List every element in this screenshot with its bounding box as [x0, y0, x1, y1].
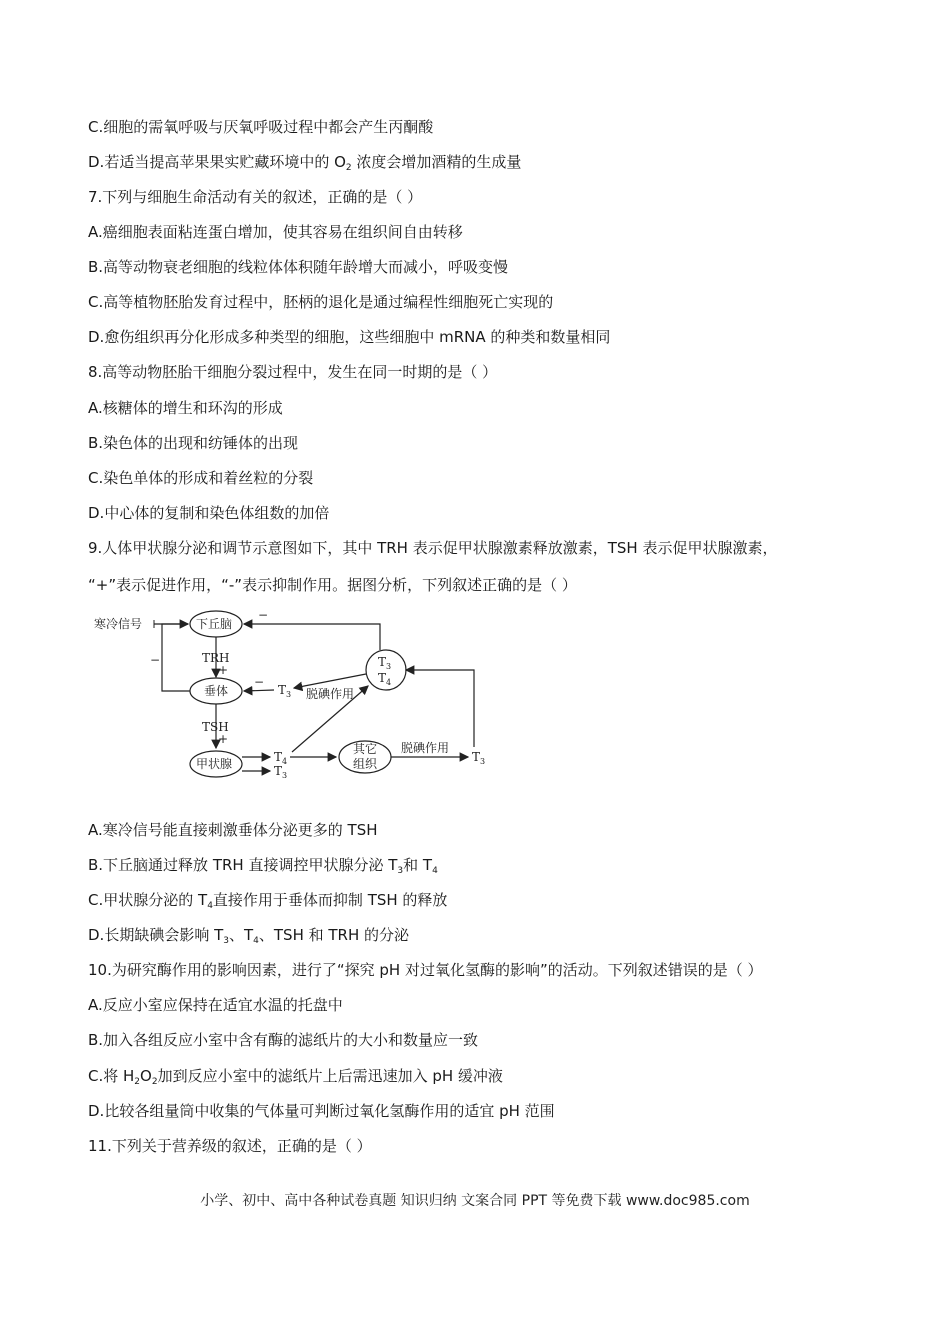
q7-stem: 7.下列与细胞生命活动有关的叙述，正确的是（ ） [88, 188, 423, 206]
q9-stem-line2: “+”表示促进作用，“-”表示抑制作用。据图分析，下列叙述正确的是（ ） [88, 576, 577, 594]
circle-deiodination-label: 脱碘作用 [306, 687, 355, 701]
q7-option-c: C.高等植物胚胎发育过程中，胚柄的退化是通过编程性细胞死亡实现的 [88, 293, 554, 311]
other-tissue-deiodination-label: 脱碘作用 [401, 741, 450, 755]
q10-option-c: C.将 $H_2O_2$加到反应小室中的滤纸片上后需迅速加入 pH 缓冲液 [88, 1067, 503, 1087]
tsh-plus: + [218, 732, 229, 746]
q10-option-d: D.比较各组量筒中收集的气体量可判断过氧化氢酶作用的适宜 pH 范围 [88, 1102, 555, 1120]
q8-option-c: C.染色单体的形成和着丝粒的分裂 [88, 469, 314, 487]
q9-option-c: C.甲状腺分泌的 $T_4$直接作用于垂体而抑制 TSH 的释放 [88, 891, 448, 911]
pituitary-label: 垂体 [204, 684, 229, 698]
pituitary-t3-label: $T_3$ [278, 683, 292, 699]
q10-option-a: A.反应小室应保持在适宜水温的托盘中 [88, 996, 343, 1014]
thyroid-label: 甲状腺 [196, 757, 233, 771]
q8-option-b: B.染色体的出现和纺锤体的出现 [88, 434, 299, 452]
q6-option-c: C.细胞的需氧呼吸与厌氧呼吸过程中都会产生丙酮酸 [88, 118, 434, 136]
q10-stem: 10.为研究酶作用的影响因素，进行了“探究 pH 对过氧化氢酶的影响”的活动。下列叙述错误的是（ ） [88, 961, 763, 979]
cold-signal-label: 寒冷信号 [94, 617, 143, 631]
circle-t3-label: $T_3$ [378, 655, 392, 671]
q8-option-a: A.核糖体的增生和环沟的形成 [88, 399, 283, 417]
q8-option-d: D.中心体的复制和染色体组数的加倍 [88, 504, 330, 522]
pituitary-feedback-minus: − [150, 653, 161, 667]
q7-option-b: B.高等动物衰老细胞的线粒体体积随年龄增大而减小，呼吸变慢 [88, 258, 509, 276]
pituitary-feedback-minus-2: − [254, 675, 265, 689]
q9-option-b: B.下丘脑通过释放 TRH 直接调控甲状腺分泌 $T_3$和 $T_4$ [88, 856, 438, 876]
other-tissue-label-1: 其它 [353, 742, 378, 756]
q11-stem: 11.下列关于营养级的叙述，正确的是（ ） [88, 1137, 372, 1155]
hypothalamus-feedback-minus: − [258, 608, 269, 622]
q9-stem-line1: 9.人体甲状腺分泌和调节示意图如下，其中 TRH 表示促甲状腺激素释放激素，TSH 表示促甲状腺激素， [88, 539, 778, 557]
trh-plus: + [218, 663, 229, 677]
q7-option-d: D.愈伤组织再分化形成多种类型的细胞，这些细胞中 mRNA 的种类和数量相同 [88, 328, 611, 346]
trh-label: TRH [202, 651, 230, 665]
q10-option-b: B.加入各组反应小室中含有酶的滤纸片的大小和数量应一致 [88, 1031, 479, 1049]
page-footer: 小学、初中、高中各种试卷真题 知识归纳 文案合同 PPT 等免费下载 www.doc985.com [200, 1193, 750, 1209]
other-tissue-label-2: 组织 [353, 757, 378, 771]
q6-option-d: D.若适当提高苹果果实贮藏环境中的 $O_2$ 浓度会增加酒精的生成量 [88, 153, 522, 173]
hypothalamus-label: 下丘脑 [196, 617, 233, 631]
circle-t4-label: $T_4$ [378, 671, 392, 687]
right-t3-label: $T_3$ [472, 750, 486, 766]
thyroid-t4-label: $T_4$ [274, 750, 288, 766]
q8-stem: 8.高等动物胚胎干细胞分裂过程中，发生在同一时期的是（ ） [88, 363, 498, 381]
q9-option-a: A.寒冷信号能直接刺激垂体分泌更多的 TSH [88, 821, 378, 839]
tsh-label: TSH [202, 720, 229, 734]
q7-option-a: A.癌细胞表面粘连蛋白增加，使其容易在组织间自由转移 [88, 223, 463, 241]
thyroid-t3-label: $T_3$ [274, 764, 288, 780]
q9-option-d: D.长期缺碘会影响 $T_3$、$T_4$、TSH 和 TRH 的分泌 [88, 926, 410, 946]
thyroid-regulation-diagram [88, 604, 486, 784]
